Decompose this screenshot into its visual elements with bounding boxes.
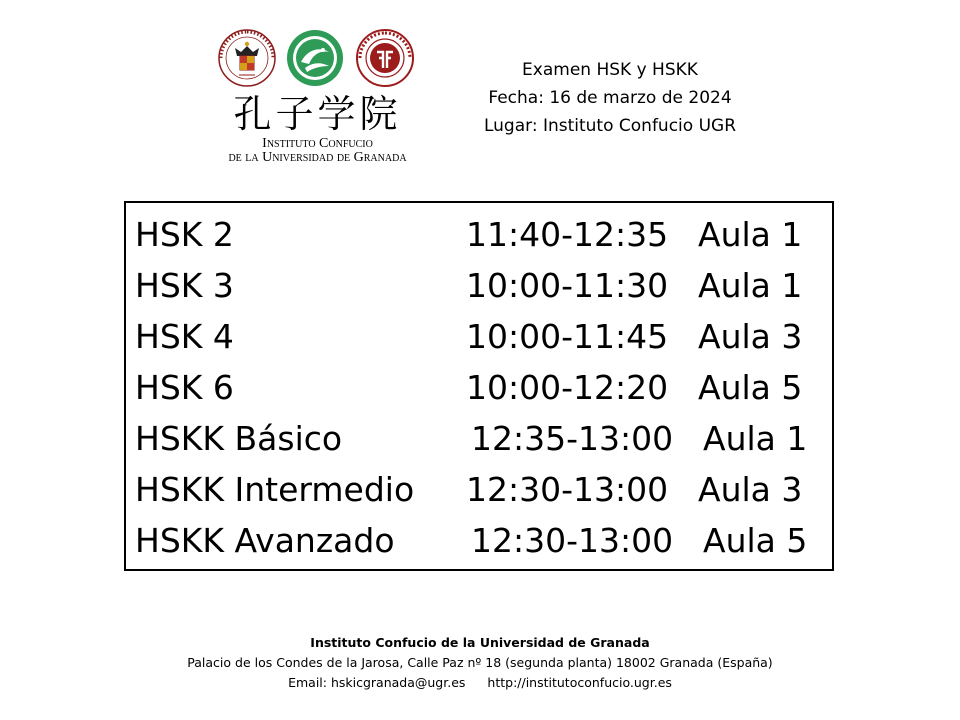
footer-contact	[130, 673, 830, 693]
exam-room: Aula 3	[698, 317, 803, 356]
exam-level: HSKK Básico	[135, 419, 343, 458]
exam-room: Aula 1	[703, 419, 808, 458]
exam-level: HSK 2	[135, 215, 234, 254]
footer-website-link[interactable]: http://institutoconfucio.ugr.es	[487, 675, 672, 690]
exam-room: Aula 5	[698, 368, 803, 407]
schedule-row	[126, 209, 832, 261]
exam-schedule-table	[124, 201, 834, 571]
footer-institute-name: Instituto Confucio de la Universidad de Granada	[310, 635, 650, 650]
schedule-row	[126, 311, 832, 363]
exam-place: Lugar: Instituto Confucio UGR	[483, 116, 737, 136]
exam-room: Aula 1	[698, 215, 803, 254]
schedule-row	[126, 413, 832, 465]
exam-header	[440, 56, 780, 140]
exam-level: HSK 4	[135, 317, 234, 356]
exam-level: HSKK Intermedio	[135, 470, 415, 509]
schedule-row	[126, 260, 832, 312]
exam-title: Examen HSK y HSKK	[522, 60, 698, 80]
confucius-institute-emblem-icon	[285, 28, 345, 88]
exam-level: HSKK Avanzado	[135, 521, 395, 560]
schedule-row	[126, 464, 832, 516]
exam-room: Aula 5	[703, 521, 808, 560]
exam-time: 10:00-12:20	[466, 368, 669, 407]
footer-email: Email: hskicgranada@ugr.es	[288, 675, 466, 690]
peking-university-seal-icon	[355, 28, 415, 88]
footer-address: Palacio de los Condes de la Jarosa, Calle Paz nº 18 (segunda planta) 18002 Granada (España)	[187, 655, 773, 670]
schedule-row	[126, 515, 832, 567]
exam-level: HSK 3	[135, 266, 234, 305]
exam-time: 10:00-11:30	[466, 266, 669, 305]
institute-name-line-2: de la Universidad de Granada	[228, 150, 407, 165]
exam-time: 11:40-12:35	[466, 215, 669, 254]
exam-room: Aula 1	[698, 266, 803, 305]
exam-time: 12:30-13:00	[466, 470, 669, 509]
confucius-institute-logo	[215, 28, 420, 168]
exam-time: 12:35-13:00	[471, 419, 674, 458]
exam-level: HSK 6	[135, 368, 234, 407]
exam-date: Fecha: 16 de marzo de 2024	[488, 88, 732, 108]
footer	[130, 633, 830, 693]
university-of-granada-seal-icon	[217, 28, 277, 88]
schedule-row	[126, 362, 832, 414]
institute-name-line-1: Instituto Confucio	[262, 136, 373, 151]
exam-time: 12:30-13:00	[471, 521, 674, 560]
exam-time: 10:00-11:45	[466, 317, 669, 356]
exam-room: Aula 3	[698, 470, 803, 509]
chinese-institute-name: 孔子学院	[233, 92, 402, 136]
